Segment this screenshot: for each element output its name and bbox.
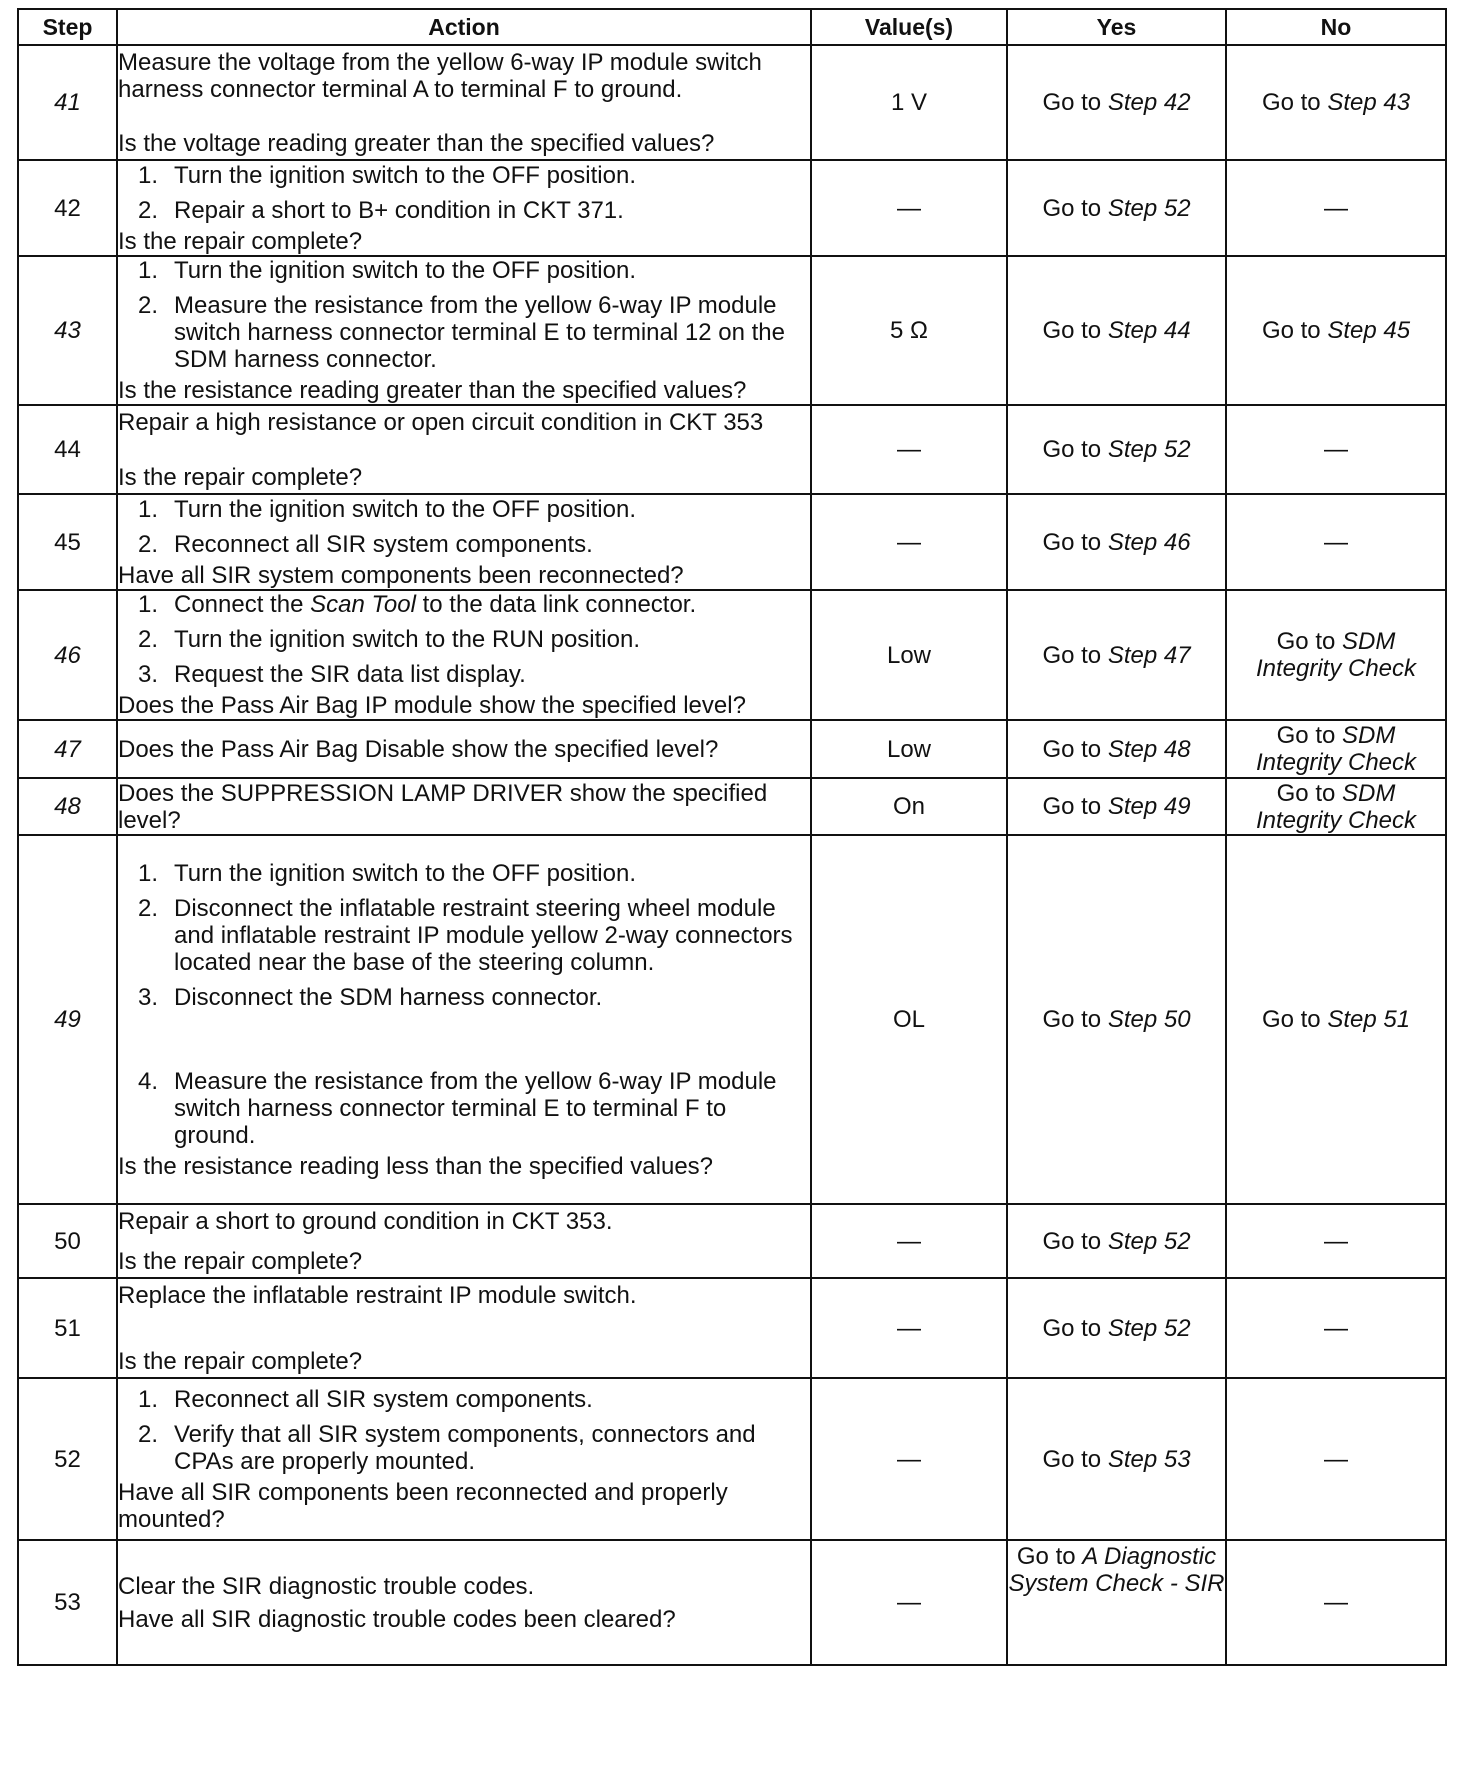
step-number: 44 bbox=[18, 405, 117, 494]
goto-link[interactable]: Step 49 bbox=[1107, 793, 1191, 820]
goto-prefix: Go to bbox=[1042, 641, 1102, 669]
action-question: Is the resistance reading less than the specified values? bbox=[118, 1152, 714, 1180]
value-cell: — bbox=[811, 1204, 1007, 1278]
step-number: 48 bbox=[18, 778, 117, 835]
action-cell bbox=[117, 256, 811, 405]
yes-cell bbox=[1007, 45, 1226, 160]
goto-link[interactable]: SDM bbox=[1342, 628, 1396, 655]
action-question: Is the repair complete? bbox=[118, 227, 363, 255]
value-cell: — bbox=[811, 494, 1007, 590]
action-step: 4. Measure the resistance from the yellow 6-way IP module switch harness connector terminal E to terminal F to ground. bbox=[138, 1067, 777, 1149]
no-cell: — bbox=[1226, 1278, 1446, 1378]
goto-prefix: Go to bbox=[1042, 1445, 1102, 1473]
header-yes: Yes bbox=[1007, 9, 1226, 45]
no-cell bbox=[1226, 256, 1446, 405]
goto-prefix: Go to bbox=[1042, 436, 1102, 463]
step-number: 46 bbox=[18, 590, 117, 720]
value-cell: — bbox=[811, 1540, 1007, 1665]
action-text: Clear the SIR diagnostic trouble codes. bbox=[118, 1572, 535, 1600]
action-cell bbox=[117, 1278, 811, 1378]
action-step: 1. Turn the ignition switch to the OFF position. bbox=[138, 495, 636, 523]
value-cell: 5 Ω bbox=[811, 256, 1007, 405]
action-text: Replace the inflatable restraint IP module switch. bbox=[118, 1281, 637, 1309]
table-row bbox=[18, 405, 1446, 494]
action-cell bbox=[117, 778, 811, 835]
goto-prefix: Go to bbox=[1042, 1227, 1102, 1255]
yes-cell bbox=[1007, 720, 1226, 778]
goto-prefix: Go to bbox=[1042, 1006, 1102, 1033]
action-step: 1. Turn the ignition switch to the OFF position. bbox=[138, 257, 636, 284]
no-cell bbox=[1226, 778, 1446, 835]
action-cell bbox=[117, 1204, 811, 1278]
yes-cell bbox=[1007, 405, 1226, 494]
value-cell: — bbox=[811, 1278, 1007, 1378]
diagnostic-table bbox=[17, 8, 1447, 1666]
yes-cell bbox=[1007, 160, 1226, 256]
table-row bbox=[18, 1204, 1446, 1278]
goto-link[interactable]: SDM bbox=[1342, 779, 1396, 807]
value-cell: 1 V bbox=[811, 45, 1007, 160]
action-question: Have all SIR components been reconnected and properly mounted? bbox=[118, 1478, 728, 1533]
goto-link[interactable]: SDM bbox=[1342, 722, 1396, 749]
goto-link[interactable]: Integrity Check bbox=[1255, 655, 1417, 682]
header-values: Value(s) bbox=[811, 9, 1007, 45]
header-action: Action bbox=[117, 9, 811, 45]
step-number: 51 bbox=[18, 1278, 117, 1378]
value-cell: — bbox=[811, 405, 1007, 494]
goto-prefix: Go to bbox=[1261, 1006, 1321, 1033]
goto-prefix: Go to bbox=[1276, 779, 1336, 807]
table-header-row bbox=[18, 9, 1446, 45]
action-question: Is the repair complete? bbox=[118, 1247, 363, 1275]
yes-cell bbox=[1007, 1540, 1226, 1665]
action-step: 2. Verify that all SIR system components, connectors and CPAs are properly mounted. bbox=[138, 1420, 756, 1475]
value-cell: — bbox=[811, 160, 1007, 256]
action-cell bbox=[117, 590, 811, 720]
goto-prefix: Go to bbox=[1261, 89, 1321, 116]
action-question: Is the voltage reading greater than the specified values? bbox=[118, 129, 715, 157]
action-step: 3. Disconnect the SDM harness connector. bbox=[138, 983, 603, 1011]
action-text: Repair a high resistance or open circuit condition in CKT 353 bbox=[118, 408, 764, 436]
no-cell bbox=[1226, 720, 1446, 778]
action-cell bbox=[117, 405, 811, 494]
action-cell bbox=[117, 494, 811, 590]
goto-link[interactable]: Step 47 bbox=[1107, 641, 1191, 669]
action-question: Does the SUPPRESSION LAMP DRIVER show the specified level? bbox=[118, 779, 768, 834]
value-cell: OL bbox=[811, 835, 1007, 1204]
no-cell: — bbox=[1226, 1540, 1446, 1665]
table-row bbox=[18, 256, 1446, 405]
table-row bbox=[18, 1540, 1446, 1665]
goto-link[interactable]: Step 42 bbox=[1107, 89, 1191, 116]
action-question: Does the Pass Air Bag Disable show the specified level? bbox=[118, 735, 719, 763]
table-row bbox=[18, 720, 1446, 778]
goto-link[interactable]: Step 53 bbox=[1107, 1445, 1191, 1473]
yes-cell bbox=[1007, 778, 1226, 835]
table-row bbox=[18, 1278, 1446, 1378]
action-question: Is the repair complete? bbox=[118, 1347, 363, 1375]
table-row bbox=[18, 160, 1446, 256]
step-number: 47 bbox=[18, 720, 117, 778]
action-step: 2. Disconnect the inflatable restraint steering wheel module and inflatable restraint IP module yellow 2-way connectors located near the base of the steering column. bbox=[138, 894, 793, 976]
table-row bbox=[18, 590, 1446, 720]
action-question: Have all SIR diagnostic trouble codes been cleared? bbox=[118, 1605, 676, 1633]
table-row bbox=[18, 835, 1446, 1204]
yes-cell bbox=[1007, 494, 1226, 590]
action-cell bbox=[117, 45, 811, 160]
no-cell: — bbox=[1226, 160, 1446, 256]
action-step: 1. Turn the ignition switch to the OFF position. bbox=[138, 859, 636, 887]
goto-prefix: Go to bbox=[1042, 793, 1102, 820]
action-cell bbox=[117, 1378, 811, 1540]
goto-link[interactable]: Step 50 bbox=[1107, 1006, 1191, 1033]
no-cell: — bbox=[1226, 1378, 1446, 1540]
goto-link[interactable]: Step 51 bbox=[1327, 1006, 1411, 1033]
yes-cell bbox=[1007, 256, 1226, 405]
goto-prefix: Go to bbox=[1261, 317, 1321, 344]
goto-prefix: Go to bbox=[1042, 317, 1102, 344]
yes-cell bbox=[1007, 1204, 1226, 1278]
no-cell bbox=[1226, 835, 1446, 1204]
step-number: 45 bbox=[18, 494, 117, 590]
yes-cell bbox=[1007, 1378, 1226, 1540]
action-step: 1. Reconnect all SIR system components. bbox=[138, 1385, 593, 1413]
goto-link[interactable]: Step 52 bbox=[1107, 194, 1191, 222]
goto-prefix: Go to bbox=[1042, 194, 1102, 222]
goto-link[interactable]: Step 52 bbox=[1107, 436, 1191, 463]
goto-link[interactable]: Step 52 bbox=[1107, 1227, 1191, 1255]
value-cell: On bbox=[811, 778, 1007, 835]
table-row bbox=[18, 778, 1446, 835]
step-number: 43 bbox=[18, 256, 117, 405]
no-cell: — bbox=[1226, 1204, 1446, 1278]
step-number: 41 bbox=[18, 45, 117, 160]
table-row bbox=[18, 494, 1446, 590]
goto-prefix: Go to bbox=[1042, 89, 1102, 116]
step-number: 52 bbox=[18, 1378, 117, 1540]
action-step: 2. Turn the ignition switch to the RUN position. bbox=[138, 626, 640, 653]
header-no: No bbox=[1226, 9, 1446, 45]
step-number: 42 bbox=[18, 160, 117, 256]
action-question: Have all SIR system components been reconnected? bbox=[118, 561, 684, 589]
no-cell: — bbox=[1226, 494, 1446, 590]
action-step: 2. Repair a short to B+ condition in CKT 371. bbox=[138, 196, 624, 224]
action-text: Measure the voltage from the yellow 6-way IP module switch harness connector terminal A to terminal F to ground. bbox=[118, 48, 762, 103]
goto-link[interactable]: Step 52 bbox=[1107, 1314, 1191, 1342]
action-step: 2. Measure the resistance from the yellow 6-way IP module switch harness connector terminal E to terminal 12 on the SDM harness connector. bbox=[138, 292, 785, 373]
action-step: 1. Connect the Scan Tool to the data link connector. bbox=[138, 591, 697, 618]
goto-link[interactable]: Step 48 bbox=[1107, 735, 1191, 763]
goto-link[interactable]: Step 44 bbox=[1107, 317, 1191, 344]
table-row bbox=[18, 45, 1446, 160]
yes-cell bbox=[1007, 590, 1226, 720]
goto-prefix: Go to bbox=[1042, 735, 1102, 763]
goto-link[interactable]: Step 45 bbox=[1327, 317, 1411, 344]
table-row bbox=[18, 1378, 1446, 1540]
action-question: Is the repair complete? bbox=[118, 463, 363, 491]
value-cell: — bbox=[811, 1378, 1007, 1540]
yes-cell bbox=[1007, 835, 1226, 1204]
goto-prefix: Go to bbox=[1042, 528, 1102, 556]
goto-prefix: Go to bbox=[1042, 1314, 1102, 1342]
value-cell: Low bbox=[811, 720, 1007, 778]
action-step: 2. Reconnect all SIR system components. bbox=[138, 530, 593, 558]
goto-link[interactable]: Integrity Check bbox=[1255, 806, 1417, 834]
action-step: 1. Turn the ignition switch to the OFF position. bbox=[138, 161, 636, 189]
action-cell bbox=[117, 160, 811, 256]
goto-prefix: Go to bbox=[1016, 1543, 1076, 1570]
action-cell bbox=[117, 835, 811, 1204]
action-cell bbox=[117, 720, 811, 778]
no-cell bbox=[1226, 590, 1446, 720]
header-step: Step bbox=[18, 9, 117, 45]
step-number: 50 bbox=[18, 1204, 117, 1278]
action-text: Repair a short to ground condition in CKT 353. bbox=[118, 1207, 613, 1235]
value-cell: Low bbox=[811, 590, 1007, 720]
action-question: Is the resistance reading greater than the specified values? bbox=[118, 377, 747, 404]
action-step: 3. Request the SIR data list display. bbox=[138, 661, 526, 688]
goto-link[interactable]: Integrity Check bbox=[1255, 749, 1417, 776]
goto-link[interactable]: Step 46 bbox=[1107, 528, 1191, 556]
step-number: 53 bbox=[18, 1540, 117, 1665]
action-question: Does the Pass Air Bag IP module show the specified level? bbox=[118, 692, 746, 719]
goto-prefix: Go to bbox=[1276, 628, 1336, 655]
yes-cell bbox=[1007, 1278, 1226, 1378]
no-cell: — bbox=[1226, 405, 1446, 494]
goto-link[interactable]: Step 43 bbox=[1327, 89, 1411, 116]
action-cell bbox=[117, 1540, 811, 1665]
goto-link[interactable]: A Diagnostic System Check - SIR bbox=[1008, 1543, 1225, 1597]
step-number: 49 bbox=[18, 835, 117, 1204]
goto-prefix: Go to bbox=[1276, 722, 1336, 749]
no-cell bbox=[1226, 45, 1446, 160]
